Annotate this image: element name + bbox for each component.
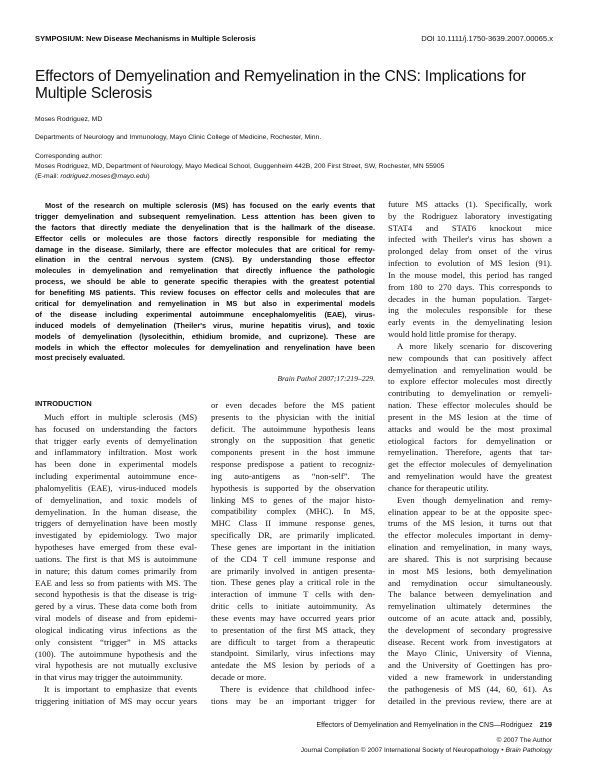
text-line: to presentation of the first MS attack, they: [211, 624, 375, 635]
text-line: Much effort in multiple sclerosis (MS): [44, 412, 197, 422]
text-line: contributing to demyelination or remyeli-: [388, 388, 552, 399]
text-line: ing auto-antigens as “non-self”. The: [211, 470, 375, 481]
text-line: vided a new framework in understanding: [388, 672, 552, 683]
text-line: standpoint. Similarly, virus infections may: [211, 648, 375, 659]
text-line: chance for therapeutic utility.: [388, 482, 489, 493]
corresponding-author: [35, 152, 444, 181]
text-line: compatibility complex (MHC). In MS,: [211, 506, 375, 517]
text-line: present in the MS lesion at the time of: [388, 411, 552, 422]
corresponding-address: Moses Rodriguez, MD, Department of Neurology, Mayo Medical School, Guggenheim 442B, 200 First Street, SW, Rochester, MN 55905: [35, 162, 445, 170]
affiliation: Departments of Neurology and Immunology, Mayo Clinic College of Medicine, Rochester, Minn.: [35, 134, 322, 141]
corresponding-label: Corresponding author:: [35, 153, 103, 160]
text-line: prolonged delay from onset of the virus: [388, 246, 552, 257]
text-line: demyelination. In the human disease, the: [35, 506, 197, 517]
journal-name: Brain Pathology: [505, 747, 552, 754]
journal-compilation: [301, 747, 552, 754]
text-line: are primarily involved in antigen presenta-: [211, 565, 375, 576]
abstract: [35, 201, 375, 364]
text-line: nation. These effector molecules should be: [388, 400, 552, 411]
text-line: the pathogenesis of MS (44, 60, 61). As: [388, 683, 552, 694]
text-line: of the disease including experimental autoimmune encephalomyelitis (EAE), virus-: [35, 309, 375, 319]
text-line: has focused on understanding the factors: [35, 423, 197, 434]
text-line: molecules in demyelination and remyelination that directly influence the pathologic: [35, 266, 375, 276]
text-line: in that virus may trigger the autoimmunity.: [35, 672, 183, 683]
text-line: EAE and less so from patients with MS. The: [35, 577, 197, 588]
text-line: trums of the MS lesion, it turns out that: [388, 518, 552, 529]
email-link[interactable]: rodriguez.moses@mayo.edu: [60, 172, 148, 180]
text-line: get the effector molecules of demyelination: [388, 459, 552, 470]
text-line: disease. Recent work from investigators at: [388, 636, 552, 647]
text-line: tions may be an important trigger for: [211, 695, 375, 706]
doi-link[interactable]: DOI 10.1111/j.1750-3639.2007.00065.x: [421, 34, 553, 43]
text-line: attacks and would be the most proximal: [388, 423, 552, 434]
body-column-2: [211, 400, 375, 708]
text-line: that trigger early events of demyelination: [35, 435, 197, 446]
text-line: from 180 to 270 days. This corresponds to: [388, 281, 552, 292]
running-title: Effectors of Demyelination and Remyelination in the CNS—Rodriguez: [316, 722, 533, 729]
text-line: remyelination ultimately determines the: [388, 601, 552, 612]
text-line: specifically DR, are primarily implicated.: [211, 530, 375, 541]
section-header: SYMPOSIUM: New Disease Mechanisms in Multiple Sclerosis: [35, 34, 256, 43]
text-line: decade or more.: [211, 672, 267, 683]
running-footer: [316, 720, 552, 729]
text-line: hypotheses have emerged from these eval-: [35, 542, 197, 553]
email-prefix: (E-mail:: [35, 172, 61, 180]
text-line: strongly on the supposition that genetic: [211, 435, 375, 446]
text-line: are difficult to target from a therapeutic: [211, 636, 375, 647]
text-line: induced models of demyelination (Theiler's virus, murine hepatitis virus), and toxic: [35, 320, 375, 330]
corresponding-email-line: [35, 172, 444, 182]
text-line: dritic cells to initiate autoimmunity. As: [211, 601, 375, 612]
text-line: or even decades before the MS patient: [211, 400, 375, 410]
text-line: by the Rodriguez laboratory investigating: [388, 210, 552, 221]
text-line: viral hypothesis are not mutually exclusive: [35, 660, 197, 671]
text-line: decades in the human population. Target-: [388, 293, 552, 304]
text-line: These genes are important in the initiation: [211, 541, 375, 552]
text-line: The balance between demyelination and: [388, 589, 552, 600]
text-line: infected with Theiler's virus has shown a: [388, 234, 552, 245]
page-number: 219: [539, 720, 552, 729]
text-line: these events may have occurred years prior: [211, 612, 375, 623]
citation: Brain Pathol 2007;17:219–229.: [277, 374, 375, 383]
text-line: ological indicating virus infections as the: [35, 624, 197, 635]
text-line: linking MS to genes of the major histo-: [211, 494, 375, 505]
text-line: deficit. The autoimmune hypothesis leans: [211, 423, 375, 434]
author: Moses Rodriguez, MD: [35, 116, 103, 123]
text-line: trigger demyelination and subsequent remyelination. Less attention has been given to: [35, 211, 375, 221]
text-line: (100). The autoimmune hypothesis and the: [35, 648, 197, 659]
text-line: would hold little promise for therapy.: [388, 329, 517, 340]
text-line: remyelination. Therefore, agents that tar-: [388, 447, 552, 458]
text-line: There is evidence that childhood infec-: [220, 683, 375, 694]
text-line: etiological factors for demyelination or: [388, 435, 552, 446]
text-line: phalomyelitis (EAE), virus-induced models: [35, 482, 197, 493]
text-line: outcome of an acute attack and, possibly,: [388, 612, 552, 623]
text-line: are shared. This is not surprising because: [388, 553, 552, 564]
text-line: detailed in the previous review, there are at: [388, 695, 552, 706]
text-line: and remyelination would have the greatest: [388, 471, 552, 482]
text-line: most precisely evaluated.: [35, 353, 125, 363]
text-line: gered by a virus. These data come both from: [35, 601, 197, 612]
text-line: antedate the MS lesion by periods of a: [211, 660, 375, 671]
text-line: damage in the disease. Similarly, there are effector molecules that are critical for remy-: [35, 244, 375, 254]
text-line: the factors that directly mediate the denyelination that is the hallmark of the disease.: [35, 222, 375, 232]
text-line: STAT4 and STAT6 knockout mice: [388, 222, 552, 233]
text-line: Even though demyelination and remy-: [397, 494, 552, 505]
body-column-3: [388, 199, 552, 708]
text-line: investigated by epidemiology. Two major: [35, 530, 197, 541]
text-line: and remydination occur simultaneously.: [388, 577, 552, 588]
text-line: presents to the physician with the initial: [211, 411, 375, 422]
text-line: In the mouse model, this period has ranged: [388, 269, 552, 280]
text-line: in most MS lesions, both demyelination: [388, 565, 552, 576]
text-line: including experimental autoimmune ence-: [35, 471, 197, 482]
text-line: has been done in experimental models: [35, 459, 197, 470]
text-line: future MS attacks (1). Specifically, work: [388, 199, 552, 209]
text-line: the effector molecules important in demy-: [388, 530, 552, 541]
text-line: the Mayo Clinic, University of Vienna,: [388, 648, 552, 659]
text-line: viral models of disease and from epidemi-: [35, 613, 197, 624]
text-line: the development of secondary progressive: [388, 624, 552, 635]
text-line: uations. The first is that MS is autoimmune: [35, 553, 197, 564]
text-line: critical for demyelination and remyelination in MS but also in experimental models: [35, 299, 375, 309]
copyright: © 2007 The Author: [496, 737, 552, 744]
text-line: demyelination and remyelination would be: [388, 364, 552, 375]
text-line: and the University of Goettingen has pro-: [388, 660, 552, 671]
text-line: and inflammatory infiltration. Most work: [35, 447, 197, 458]
text-line: for benefiting MS patients. This review focuses on effector cells and molecules that are: [35, 288, 375, 298]
text-line: triggering initiation of MS may occur years: [35, 695, 197, 706]
text-line: in nature; this datum comes primarily from: [35, 565, 197, 576]
text-line: It is important to emphasize that events: [44, 684, 197, 695]
text-line: models of demyelination (lysolecithin, ethidium bromide, and cuprizone). These are: [35, 331, 375, 341]
text-line: A more likely scenario for discovering: [397, 340, 552, 351]
text-line: elination in the central nervous system (CNS). By understanding those effector: [35, 255, 375, 265]
text-line: ing the molecules responsible for these: [388, 305, 552, 316]
text-line: Most of the research on multiple sclerosis (MS) has focused on the early events that: [45, 201, 375, 210]
text-line: new compounds that can positively affect: [388, 352, 552, 363]
text-line: tion. These genes play a critical role in the: [211, 577, 375, 588]
text-line: hypothesis is supported by the observation: [211, 482, 375, 493]
text-line: process, we should be able to generate specific therapies with the greatest potential: [35, 277, 375, 287]
text-line: to explore effector molecules most directly: [388, 376, 552, 387]
text-line: triggers of demyelination have been mostly: [35, 518, 197, 529]
text-line: components present in the host immune: [211, 447, 375, 458]
text-line: Effector cells or molecules are those factors directly responsible for mediating the: [35, 233, 375, 243]
section-heading-introduction: INTRODUCTION: [35, 399, 92, 408]
body-column-1: [35, 412, 197, 708]
text-line: second hypothesis is that the disease is trig-: [35, 589, 197, 600]
text-line: of demyelination, and toxic models of: [35, 494, 197, 505]
text-line: elination and remyelination, in many ways,: [388, 542, 552, 553]
journal-prefix: Journal Compilation © 2007 International Society of Neuropathology •: [300, 747, 506, 754]
text-line: early events in the demyelinating lesion: [388, 317, 552, 328]
article-title: Effectors of Demyelination and Remyelination in the CNS: Implications for Multiple Sclerosis: [35, 68, 526, 102]
text-line: only consistent “trigger” in MS attacks: [35, 636, 197, 647]
text-line: infection to evolution of MS lesion (91).: [388, 258, 552, 269]
text-line: of the CD4 T cell immune response and: [211, 553, 375, 564]
text-line: elination appear to be at the opposite spec-: [388, 506, 552, 517]
text-line: interaction of immune T cells with den-: [211, 589, 375, 600]
text-line: response predispose a patient to recogniz-: [211, 459, 375, 470]
email-suffix: ): [147, 172, 150, 180]
text-line: models in which the effector molecules for demyelination and renyelination have been: [35, 342, 375, 352]
text-line: MHC Class II immune response genes,: [211, 518, 375, 529]
